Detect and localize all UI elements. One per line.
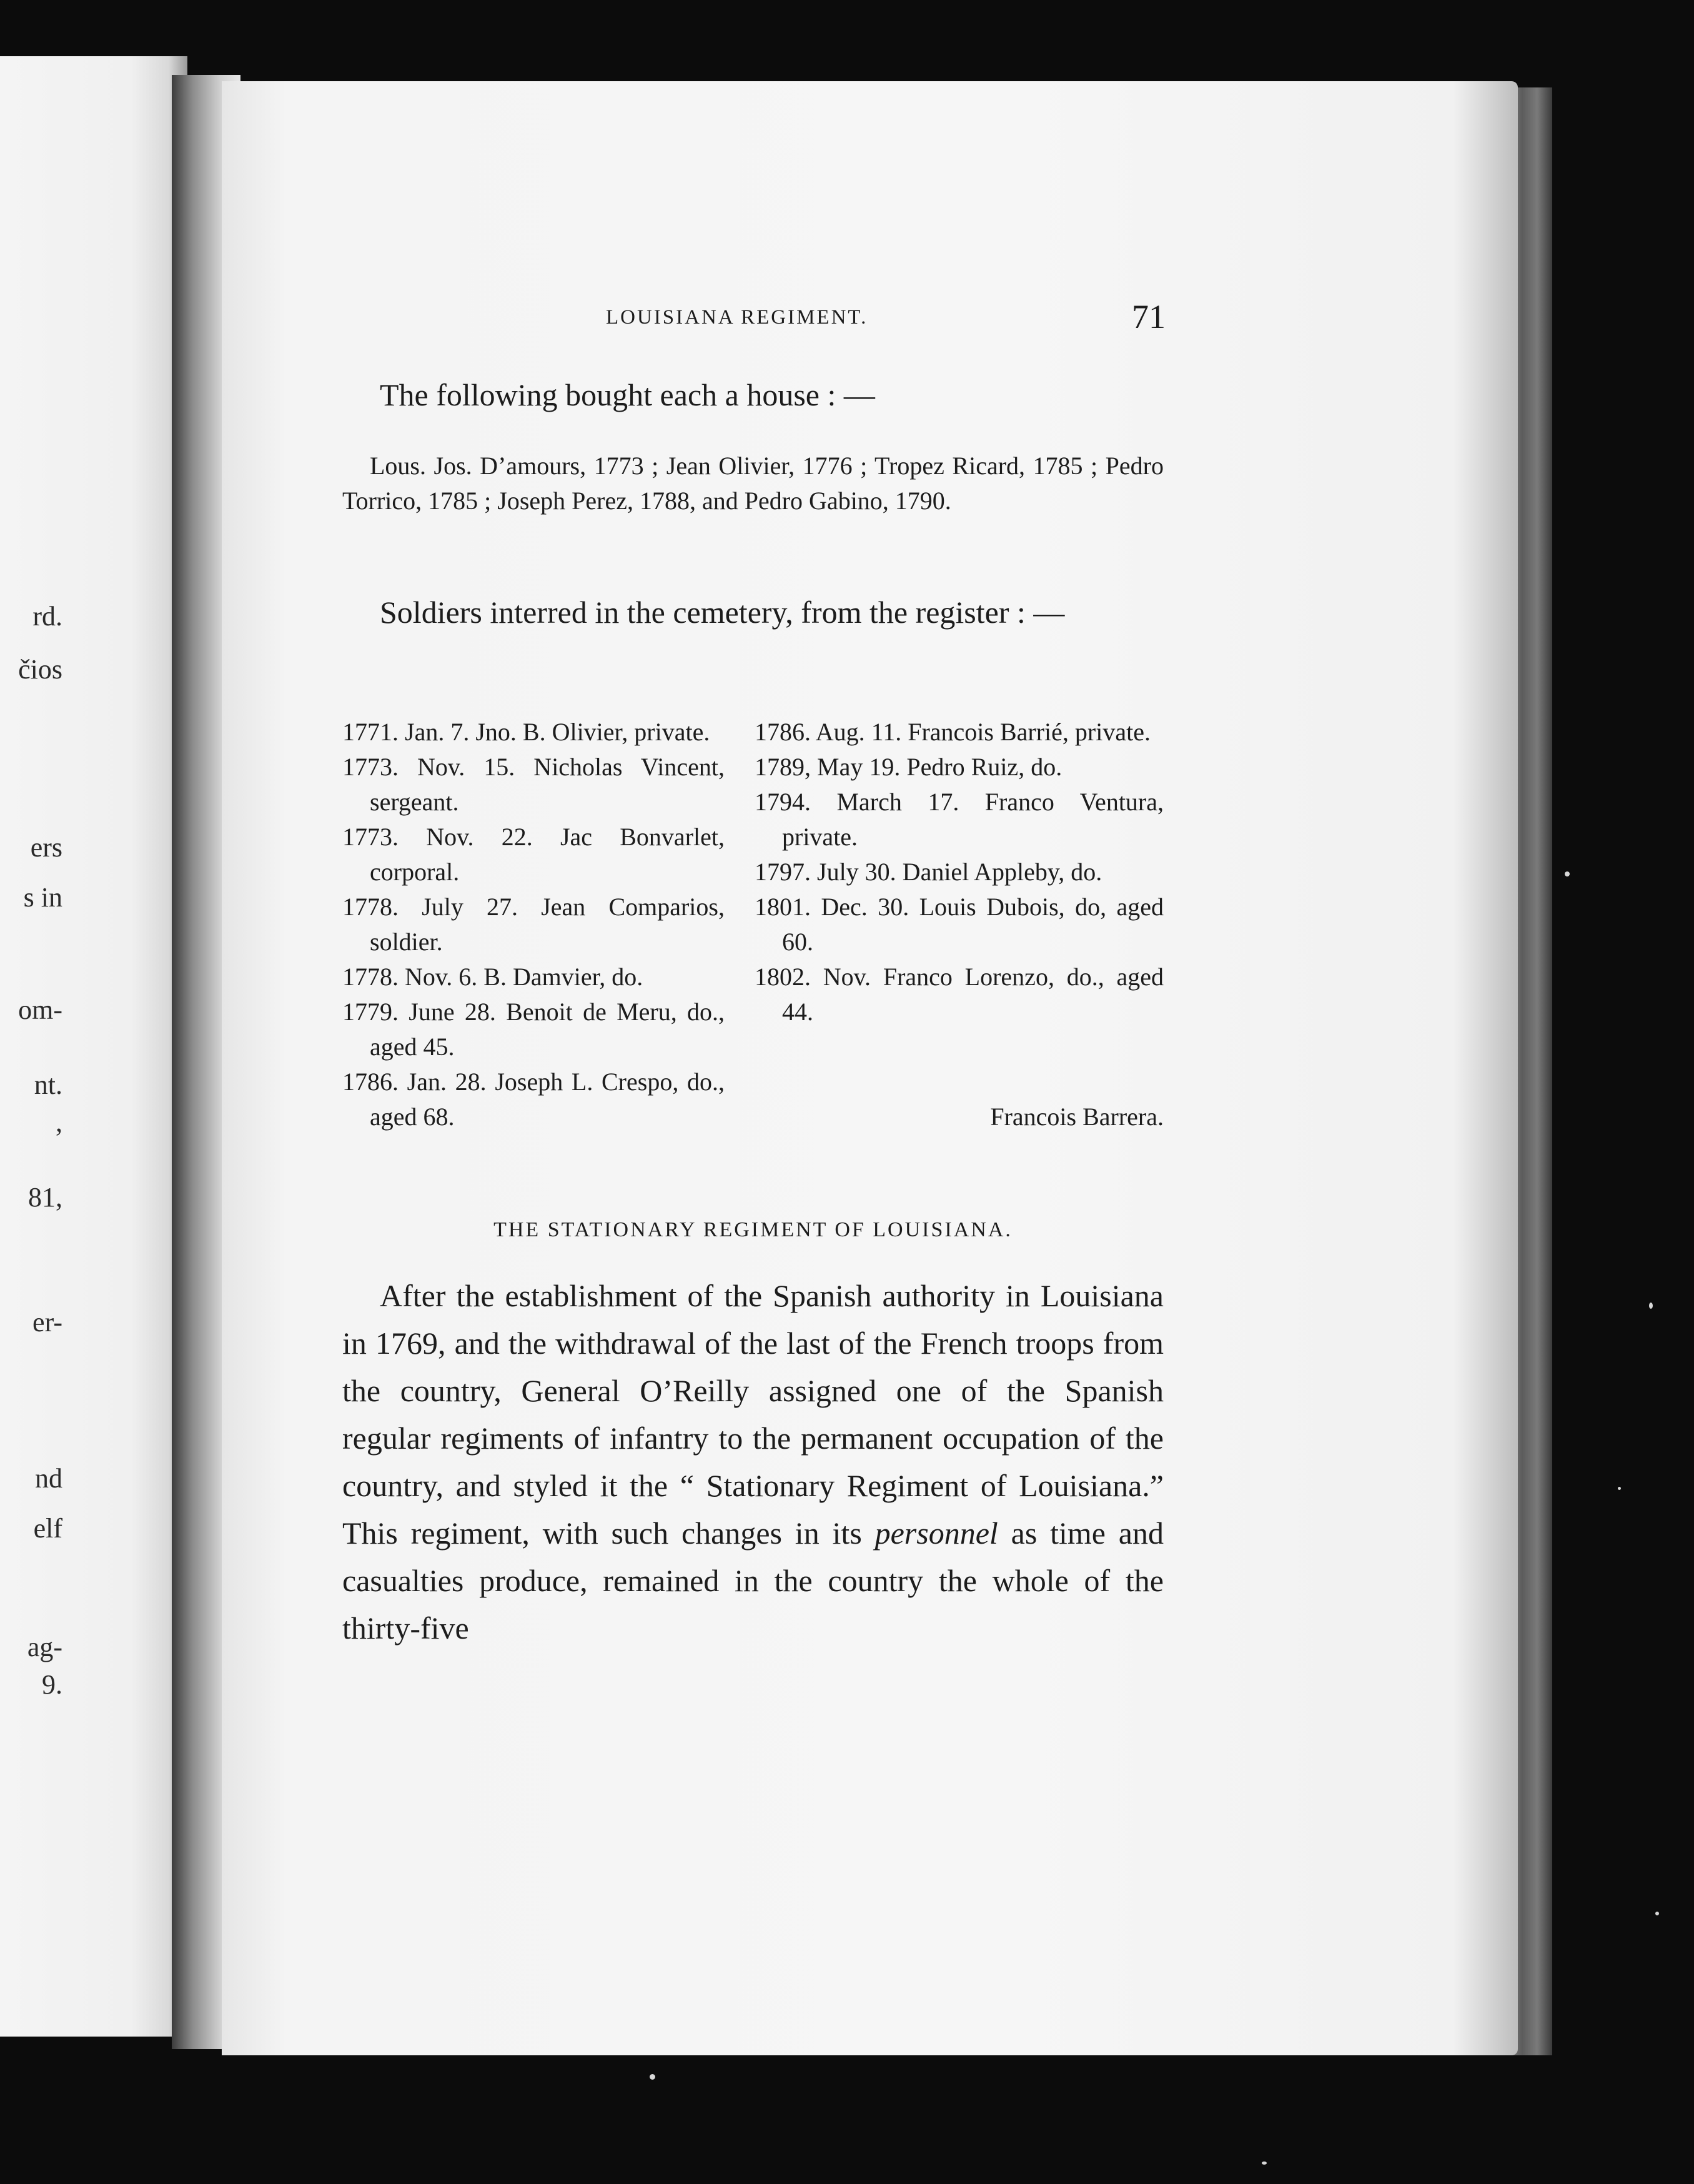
previous-page-fragment: ers (30, 832, 62, 863)
previous-page-fragment: om- (18, 995, 62, 1025)
register-entry: 1778. Nov. 6. B. Damvier, do. (342, 963, 643, 991)
previous-page (0, 56, 187, 2037)
section-heading: THE STATIONARY REGIMENT OF LOUISIANA. (493, 1218, 1013, 1241)
previous-page-fragment: 9. (42, 1669, 62, 1700)
previous-page-fragment: rd. (32, 601, 62, 632)
previous-page-fragment: nt. (34, 1070, 62, 1100)
register-column-left (342, 715, 725, 1134)
previous-page-fragment: nd (35, 1463, 62, 1494)
previous-page-fragment: elf (33, 1513, 62, 1544)
running-head: LOUISIANA REGIMENT. (606, 306, 868, 329)
previous-page-fragment: er- (32, 1307, 62, 1338)
register-entry: 1773. Nov. 22. Jac Bonvarlet, corporal. (342, 823, 725, 886)
previous-page-fragment: ag- (27, 1632, 62, 1662)
body-text: as time and casualties produce, remained in the country the whole of the thirty-five (342, 1516, 1164, 1645)
scan-speck (1618, 1487, 1621, 1490)
previous-page-fragment: s in (23, 882, 62, 913)
register-entry: 1786. Jan. 28. Joseph L. Crespo, do., aged 68. (342, 1068, 725, 1131)
scan-speck (1649, 1303, 1653, 1309)
house-list: Lous. Jos. D’amours, 1773 ; Jean Olivier, 1776 ; Tropez Ricard, 1785 ; Pedro Torrico, 1785 ; Joseph Perez, 1788, and Pedro Gabino, 1790. (342, 452, 1164, 515)
register-entry: 1794. March 17. Franco Ventura, private. (755, 788, 1164, 851)
register-entry: 1779. June 28. Benoit de Meru, do., aged 45. (342, 998, 725, 1061)
register-entry: 1778. July 27. Jean Comparios, soldier. (342, 893, 725, 956)
scan-speck (650, 2074, 655, 2080)
register-column-right (755, 715, 1164, 1030)
register-entry: 1773. Nov. 15. Nicholas Vincent, sergeant. (342, 753, 725, 816)
previous-page-fragment: čios (18, 654, 62, 685)
scan-speck (1565, 871, 1570, 876)
scan-speck (1262, 2162, 1267, 2165)
register-signer: Francois Barrera. (990, 1103, 1164, 1131)
register-entry: 1797. July 30. Daniel Appleby, do. (755, 858, 1102, 886)
register-entry: 1802. Nov. Franco Lorenzo, do., aged 44. (755, 963, 1164, 1026)
register-entry: 1786. Aug. 11. Francois Barrié, private. (755, 718, 1151, 746)
intro-soldiers: Soldiers interred in the cemetery, from the register : — (380, 595, 1065, 630)
register-entry: 1789, May 19. Pedro Ruiz, do. (755, 753, 1062, 781)
register-entry: 1771. Jan. 7. Jno. B. Olivier, private. (342, 718, 710, 746)
previous-page-fragment: 81, (28, 1182, 62, 1213)
body-paragraph (342, 1272, 1164, 1652)
scan-speck (1655, 1912, 1659, 1915)
body-italic-term: personnel (874, 1516, 998, 1551)
register-entry: 1801. Dec. 30. Louis Dubois, do, aged 60. (755, 893, 1164, 956)
page-number: 71 (1132, 298, 1166, 335)
body-text: After the establishment of the Spanish authority in Louisiana in 1769, and the withdrawal of the last of the French troops from the country, General O’Reilly assigned one of the Spanish regular regiments of infantry to the permanent occupation of the country, and styled it the “ Stationary Regiment of Louisiana.” This regiment, with such changes in its (342, 1278, 1164, 1551)
previous-page-fragment: , (56, 1107, 62, 1138)
intro-house: The following bought each a house : — (380, 377, 875, 412)
